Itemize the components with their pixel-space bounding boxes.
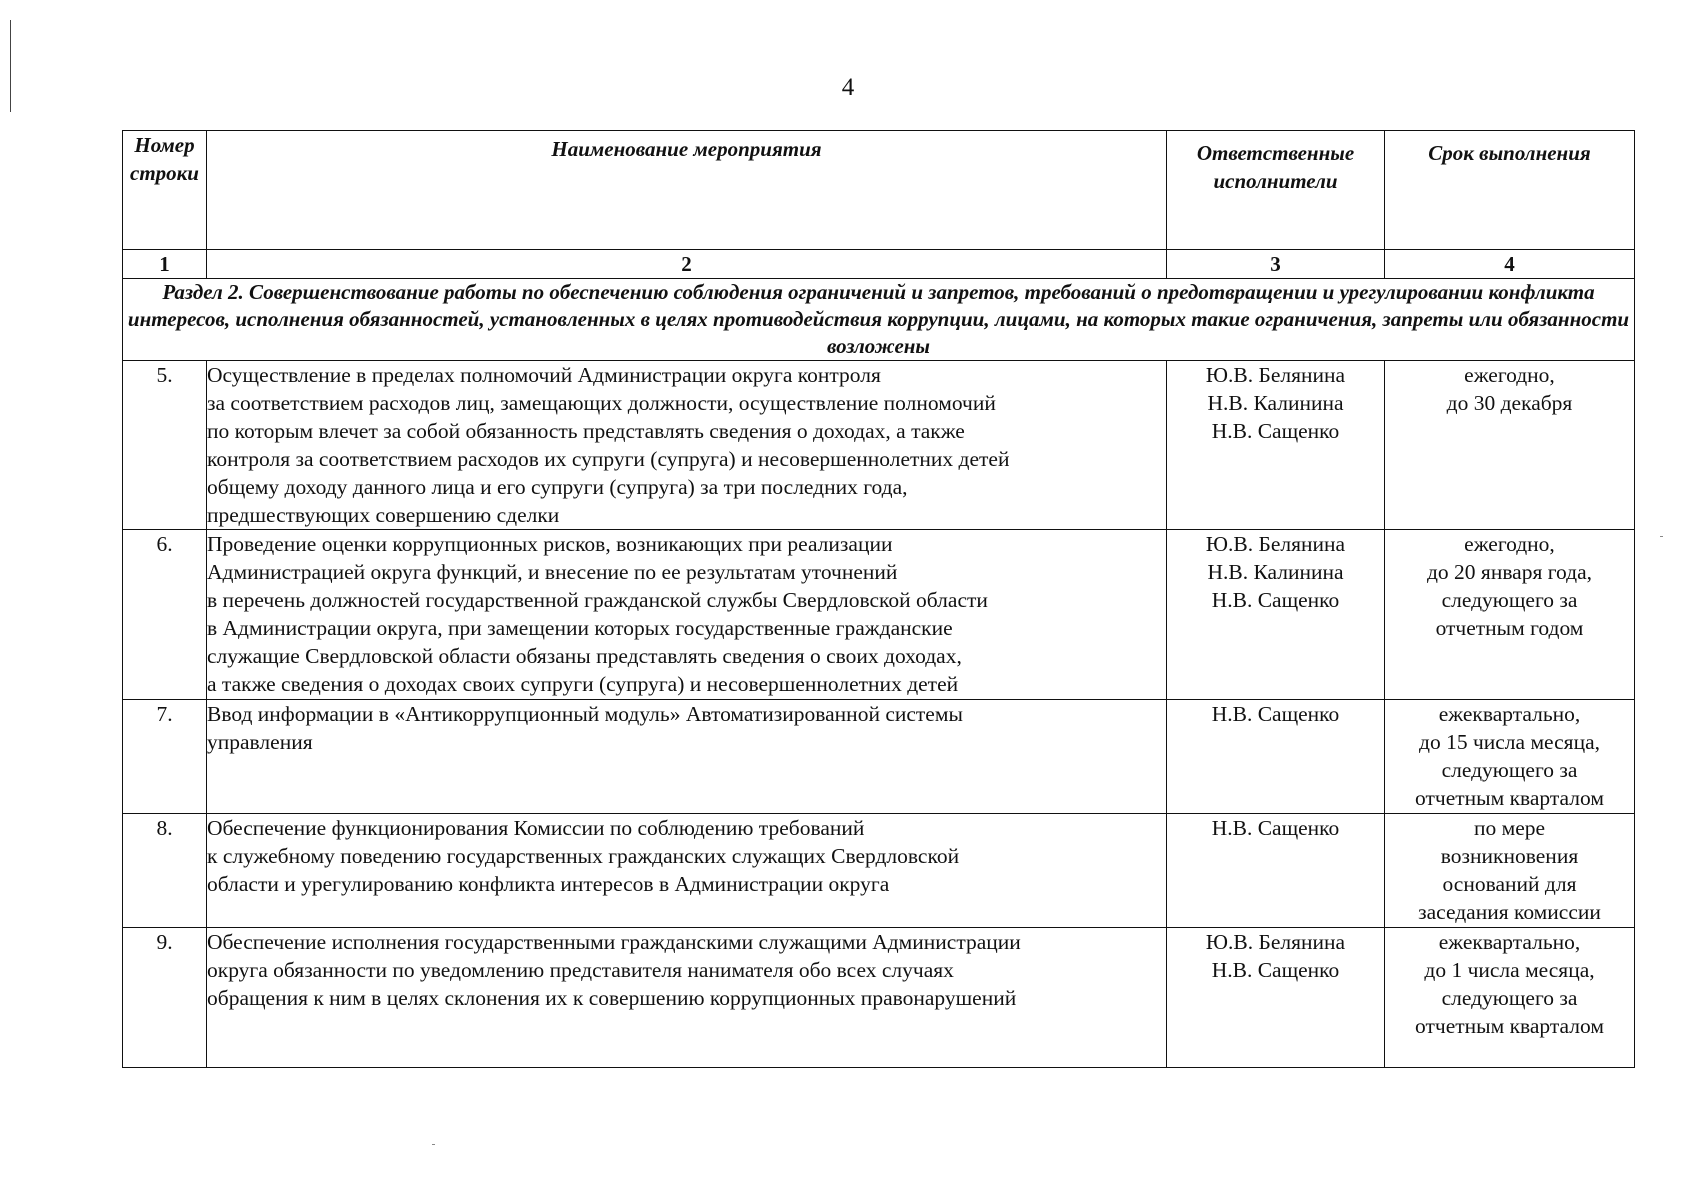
table-row <box>123 700 1635 814</box>
deadline: ежегодно, до 20 января года, следующего за отчетным годом <box>1385 530 1635 700</box>
measures-table <box>122 130 1635 1068</box>
row-number: 6. <box>123 530 207 700</box>
column-number-row <box>123 250 1635 279</box>
responsible-persons: Ю.В. Белянина Н.В. Калинина Н.В. Сащенко <box>1167 530 1385 700</box>
scan-speck <box>432 1144 435 1145</box>
table-row <box>123 814 1635 928</box>
row-number: 5. <box>123 361 207 530</box>
measure-text: Осуществление в пределах полномочий Администрации округа контроля за соответствием расходов лиц, замещающих должности, осуществление полномочий по которым влечет за собой обязанность представлять сведения о доходах, а также контроля за соответствием расходов их супруги (супруга) и несовершеннолетних детей общему доходу данного лица и его супруги (супруга) за три последних года, предшествующих совершению сделки <box>207 361 1167 530</box>
table-row <box>123 361 1635 530</box>
page-number: 4 <box>841 74 855 101</box>
deadline: ежегодно, до 30 декабря <box>1385 361 1635 530</box>
table-row <box>123 530 1635 700</box>
header-row <box>123 131 1635 250</box>
header-measure-name: Наименование мероприятия <box>207 131 1167 250</box>
row-number: 9. <box>123 928 207 1068</box>
column-number: 2 <box>207 250 1167 279</box>
deadline: ежеквартально, до 1 числа месяца, следующего за отчетным кварталом <box>1385 928 1635 1068</box>
measure-text: Ввод информации в «Антикоррупционный модуль» Автоматизированной системы управления <box>207 700 1167 814</box>
header-responsible: Ответственные исполнители <box>1167 131 1385 250</box>
column-number: 4 <box>1385 250 1635 279</box>
deadline: по мере возникновения оснований для заседания комиссии <box>1385 814 1635 928</box>
column-number: 3 <box>1167 250 1385 279</box>
responsible-persons: Ю.В. Белянина Н.В. Калинина Н.В. Сащенко <box>1167 361 1385 530</box>
deadline: ежеквартально, до 15 числа месяца, следующего за отчетным кварталом <box>1385 700 1635 814</box>
row-number: 7. <box>123 700 207 814</box>
column-number: 1 <box>123 250 207 279</box>
table-row <box>123 928 1635 1068</box>
header-deadline: Срок выполнения <box>1385 131 1635 250</box>
measure-text: Обеспечение функционирования Комиссии по соблюдению требований к служебному поведению государственных гражданских служащих Свердловской области и урегулированию конфликта интересов в Администрации округа <box>207 814 1167 928</box>
scan-speck <box>1660 536 1663 537</box>
header-row-number: Номер строки <box>123 131 207 250</box>
section-row <box>123 279 1635 361</box>
measure-text: Обеспечение исполнения государственными гражданскими служащими Администрации округа обязанности по уведомлению представителя нанимателя обо всех случаях обращения к ним в целях склонения их к совершению коррупционных правонарушений <box>207 928 1167 1068</box>
section-title: Раздел 2. Совершенствование работы по обеспечению соблюдения ограничений и запретов, требований о предотвращении и урегулировании конфликта интересов, исполнения обязанностей, установленных в целях противодействия коррупции, лицами, на которых такие ограничения, запреты или обязанности возложены <box>123 279 1635 361</box>
responsible-persons: Н.В. Сащенко <box>1167 700 1385 814</box>
responsible-persons: Н.В. Сащенко <box>1167 814 1385 928</box>
measure-text: Проведение оценки коррупционных рисков, возникающих при реализации Администрацией округа функций, и внесение по ее результатам уточнений в перечень должностей государственной гражданской службы Свердловской области в Администрации округа, при замещении которых государственные гражданские служащие Свердловской области обязаны представлять сведения о своих доходах, а также сведения о доходах своих супруги (супруга) и несовершеннолетних детей <box>207 530 1167 700</box>
responsible-persons: Ю.В. Белянина Н.В. Сащенко <box>1167 928 1385 1068</box>
row-number: 8. <box>123 814 207 928</box>
